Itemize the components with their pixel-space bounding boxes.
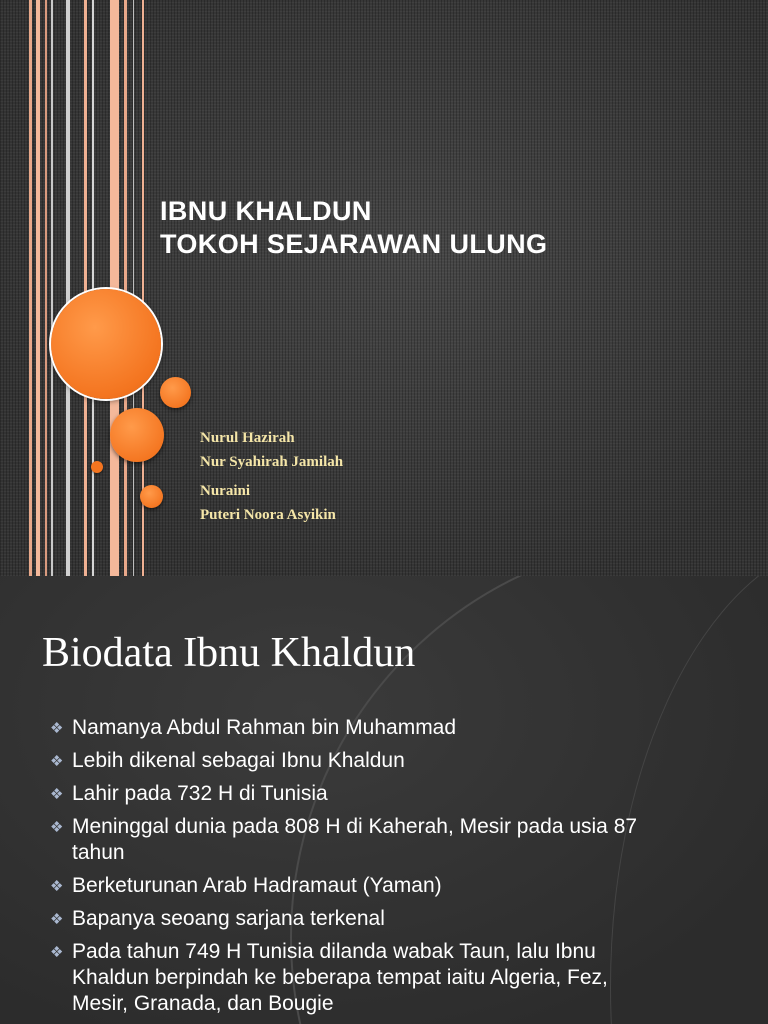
decorative-stripe	[110, 0, 119, 576]
list-item-text: Lahir pada 732 H di Tunisia	[72, 782, 328, 805]
list-item-text: Berketurunan Arab Hadramaut (Yaman)	[72, 874, 442, 897]
list-item	[48, 781, 668, 807]
list-item-text: Bapanya seoang sarjana terkenal	[72, 907, 385, 930]
diamond-bullet-icon: ❖	[50, 720, 64, 737]
diamond-bullet-icon: ❖	[50, 878, 64, 895]
list-item	[48, 939, 662, 1017]
decorative-stripe	[84, 0, 87, 576]
list-item-text: Namanya Abdul Rahman bin Muhammad	[72, 716, 457, 739]
decorative-stripe	[66, 0, 70, 576]
tiny-orange-circle	[91, 461, 103, 473]
title-line: IBNU KHALDUN	[160, 196, 372, 226]
list-item	[48, 748, 668, 774]
author-name: Nurul Hazirah	[200, 430, 295, 446]
list-item-text: Meninggal dunia pada 808 H di Kaherah, Mesir pada usia 87 tahun	[72, 815, 638, 864]
author-list	[200, 426, 343, 527]
slide-title	[160, 195, 547, 261]
diamond-bullet-icon: ❖	[50, 786, 64, 803]
decorative-stripe	[92, 0, 94, 576]
bullet-list	[48, 715, 668, 1024]
author-name: Nuraini	[200, 483, 251, 499]
list-item	[48, 906, 668, 932]
list-item	[48, 814, 642, 866]
list-item	[48, 715, 668, 741]
diamond-bullet-icon: ❖	[50, 819, 64, 836]
diamond-bullet-icon: ❖	[50, 753, 64, 770]
small-orange-circle	[160, 377, 191, 408]
decorative-stripe	[133, 0, 134, 576]
diamond-bullet-icon: ❖	[50, 911, 64, 928]
medium-orange-circle	[110, 408, 164, 462]
biodata-slide	[0, 576, 768, 1024]
list-item-text: Lebih dikenal sebagai Ibnu Khaldun	[72, 749, 405, 772]
list-item	[48, 873, 668, 899]
subtitle-line: TOKOH SEJARAWAN ULUNG	[160, 229, 548, 259]
author-name: Nur Syahirah Jamilah	[200, 454, 344, 470]
small-orange-circle	[140, 485, 163, 508]
decorative-stripe	[45, 0, 47, 576]
diamond-bullet-icon: ❖	[50, 944, 64, 961]
decorative-stripe	[29, 0, 32, 576]
decorative-stripe	[51, 0, 53, 576]
decorative-stripe	[36, 0, 40, 576]
slide-heading: Biodata Ibnu Khaldun	[42, 630, 416, 676]
author-name: Puteri Noora Asyikin	[200, 507, 336, 523]
list-item-text: Pada tahun 749 H Tunisia dilanda wabak Taun, lalu Ibnu Khaldun berpindah ke beberapa tempat iaitu Algeria, Fez, Mesir, Granada, dan Bougie	[72, 940, 608, 1015]
large-orange-circle	[51, 289, 161, 399]
decorative-stripe	[124, 0, 127, 576]
